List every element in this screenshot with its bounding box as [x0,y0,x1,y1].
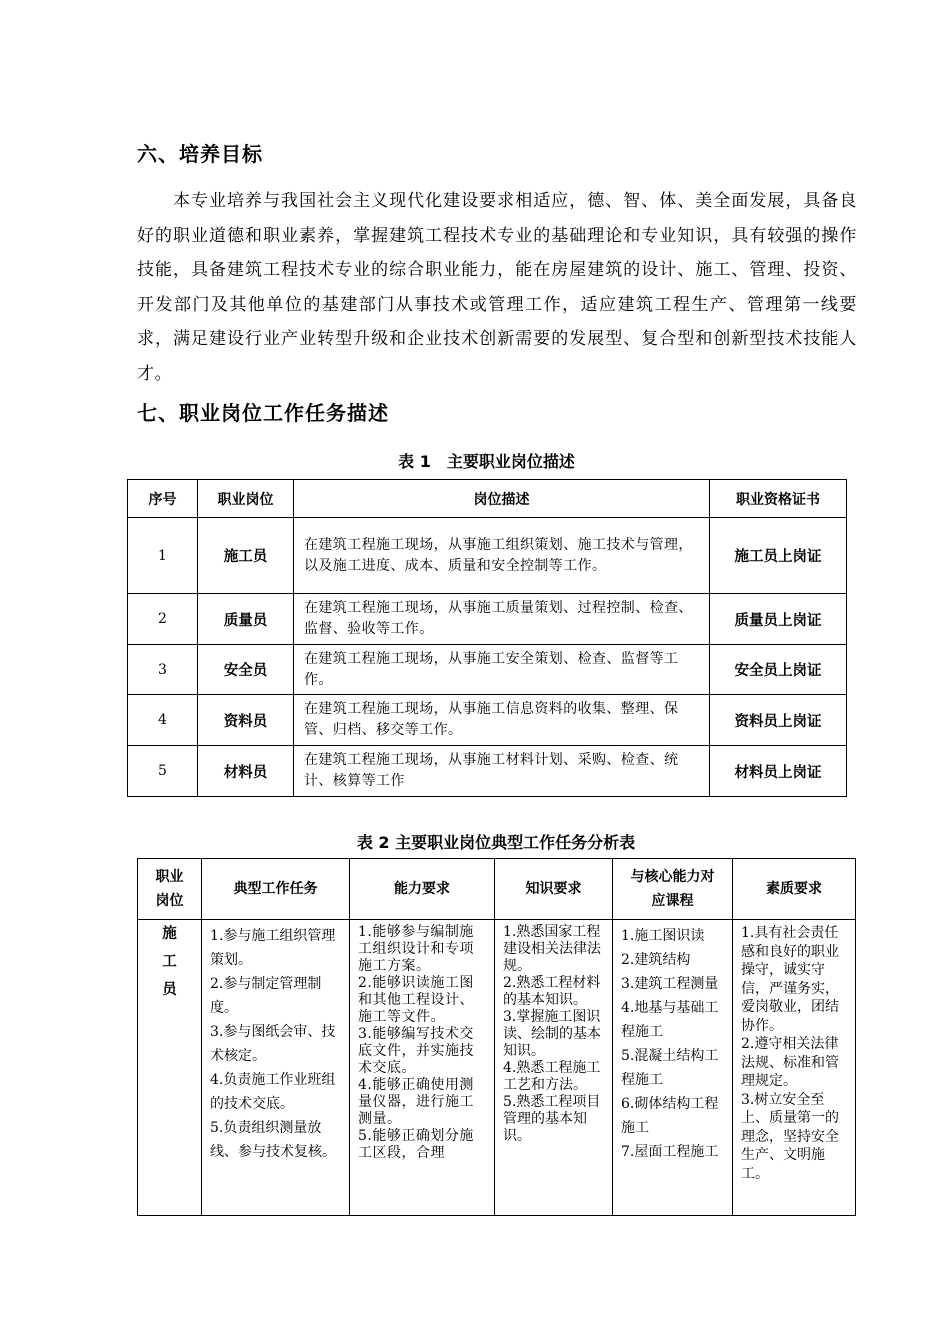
list-item: 1.熟悉国家工程建设相关法律法规。 [503,924,601,974]
table-2-caption: 表 2 主要职业岗位典型工作任务分析表 [356,833,636,852]
training-objective-paragraph: 本专业培养与我国社会主义现代化建设要求相适应，德、智、体、美全面发展，具备良好的职业道德和职业素养，掌握建筑工程技术专业的基础理论和专业知识，具有较强的操作技能，具备建筑工程技术专业的综合职业能力，能在房屋建筑的设计、施工、管理、投资、开发部门及其他单位的基建部门从事技术或管理工作，适应建筑工程生产、管理第一线要求，满足建设行业产业转型升级和企业技术创新需要的发展型、复合型和创新型技术技能人才。 [137,191,857,384]
list-item: 6.砌体结构工程施工 [621,1096,719,1136]
table-1-header-cert: 职业资格证书 [710,480,847,518]
job-description: 在建筑工程施工现场，从事施工安全策划、检查、监督等工作。 [294,645,710,695]
row-number: 4 [128,695,198,746]
section-6-heading: 六、培养目标 [137,142,263,166]
list-item: 2.建筑结构 [621,952,691,968]
job-description: 在建筑工程施工现场，从事施工质量策划、过程控制、检查、监督、验收等工作。 [294,594,710,645]
knowledge-requirements-cell [495,920,613,1216]
job-role: 安全员 [198,645,294,695]
table-row [138,920,856,1216]
list-item: 1.参与施工组织管理策划。 [210,928,336,968]
job-description: 在建筑工程施工现场，从事施工信息资料的收集、整理、保管、归档、移交等工作。 [294,695,710,746]
table-1-header-role: 职业岗位 [198,480,294,518]
list-item: 4.熟悉工程施工工艺和方法。 [503,1060,601,1093]
job-role: 材料员 [198,746,294,797]
quality-requirements-cell [733,920,856,1216]
job-description: 在建筑工程施工现场，从事施工组织策划、施工技术与管理，以及施工进度、成本、质量和安全控制等工作。 [294,518,710,594]
table-2-header-knowledge: 知识要求 [495,859,613,920]
row-number: 5 [128,746,198,797]
list-item: 3.建筑工程测量 [621,976,719,992]
table-row [128,594,847,645]
list-item: 5.负责组织测量放线、参与技术复核。 [210,1120,336,1160]
table-row [128,695,847,746]
list-item: 1.施工图识读 [621,928,705,944]
list-item: 2.遵守相关法律法规、标准和管理规定。 [741,1036,839,1089]
job-role: 施 工 员 [138,920,202,1216]
list-item: 5.熟悉工程项目管理的基本知识。 [503,1094,601,1144]
list-item: 4.能够正确使用测量仪器，进行施工测量。 [358,1077,474,1127]
job-role: 资料员 [198,695,294,746]
list-item: 3.参与图纸会审、技术核定。 [210,1024,336,1064]
list-item: 2.能够识读施工图和其他工程设计、施工等文件。 [358,975,474,1025]
table-1-header-desc: 岗位描述 [294,480,710,518]
certificate: 质量员上岗证 [710,594,847,645]
table-2-header-qualities: 素质要求 [733,859,856,920]
list-item: 1.具有社会责任感和良好的职业操守，诚实守信，严谨务实，爱岗敬业，团结协作。 [741,925,839,1034]
job-role: 施工员 [198,518,294,594]
list-item: 1.能够参与编制施工组织设计和专项施工方案。 [358,924,474,974]
certificate: 资料员上岗证 [710,695,847,746]
typical-tasks-cell [202,920,350,1216]
core-courses-cell [613,920,733,1216]
table-2 [137,858,856,1216]
table-row [128,746,847,797]
row-number: 1 [128,518,198,594]
list-item: 2.熟悉工程材料的基本知识。 [503,975,601,1008]
list-item: 3.掌握施工图识读、绘制的基本知识。 [503,1009,601,1059]
job-role: 质量员 [198,594,294,645]
table-2-header-tasks: 典型工作任务 [202,859,350,920]
table-2-header-role: 职业 岗位 [138,859,202,920]
list-item: 3.能够编写技术交底文件，并实施技术交底。 [358,1026,474,1076]
list-item: 2.参与制定管理制度。 [210,976,322,1016]
table-2-header-row [138,859,856,920]
table-1-header-row [128,480,847,518]
certificate: 安全员上岗证 [710,645,847,695]
certificate: 施工员上岗证 [710,518,847,594]
list-item: 4.地基与基础工程施工 [621,1000,719,1040]
table-2-header-abilities: 能力要求 [350,859,495,920]
list-item: 5.能够正确划分施工区段，合理 [358,1128,474,1161]
list-item: 5.混凝土结构工程施工 [621,1048,719,1088]
section-7-heading: 七、职业岗位工作任务描述 [137,401,389,425]
table-row [128,645,847,695]
job-description: 在建筑工程施工现场，从事施工材料计划、采购、检查、统计、核算等工作 [294,746,710,797]
list-item: 4.负责施工作业班组的技术交底。 [210,1072,336,1112]
table-1-header-num: 序号 [128,480,198,518]
list-item: 7.屋面工程施工 [621,1144,719,1160]
certificate: 材料员上岗证 [710,746,847,797]
ability-requirements-cell [350,920,495,1216]
table-row [128,518,847,594]
table-1-caption: 表 1 主要职业岗位描述 [398,452,575,471]
list-item: 3.树立安全至上、质量第一的理念，坚持安全生产、文明施工。 [741,1091,839,1182]
table-2-header-courses: 与核心能力对 应课程 [613,859,733,920]
row-number: 2 [128,594,198,645]
table-1 [127,479,847,797]
row-number: 3 [128,645,198,695]
